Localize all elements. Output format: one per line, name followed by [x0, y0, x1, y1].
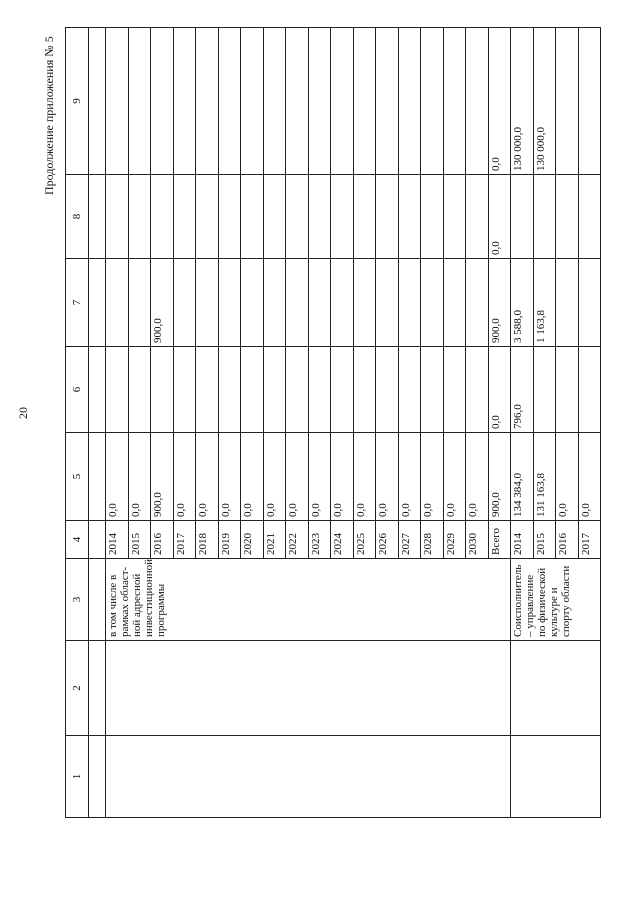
value-cell-c8 — [466, 175, 489, 259]
value-cell-c6 — [286, 347, 309, 433]
value-cell-c9 — [106, 28, 129, 175]
section2-label: Соисполнитель – управление по физической культуре и спорту области — [511, 559, 601, 641]
table-body — [66, 28, 601, 818]
value-cell-c9: 130 000,0 — [511, 28, 534, 175]
value-cell-c9 — [376, 28, 399, 175]
value-cell-c7 — [128, 259, 151, 347]
value-cell-c7 — [331, 259, 354, 347]
year-cell: 2022 — [286, 521, 309, 559]
value-cell-c8 — [173, 175, 196, 259]
value-cell-c6 — [106, 347, 129, 433]
value-cell-c6 — [376, 347, 399, 433]
year-cell: 2025 — [353, 521, 376, 559]
value-cell-c9 — [556, 28, 579, 175]
value-cell-c5: 0,0 — [421, 433, 444, 521]
year-cell: 2014 — [106, 521, 129, 559]
value-cell-c9 — [128, 28, 151, 175]
value-cell-c9 — [308, 28, 331, 175]
value-cell-c5: 134 384,0 — [511, 433, 534, 521]
value-cell-c8: 0,0 — [488, 175, 511, 259]
value-cell-c5: 0,0 — [353, 433, 376, 521]
year-cell: 2017 — [578, 521, 601, 559]
value-cell-c6 — [151, 347, 174, 433]
value-cell-c5: 0,0 — [128, 433, 151, 521]
value-cell-c7 — [286, 259, 309, 347]
value-cell-c8 — [263, 175, 286, 259]
value-cell-c7: 1 163,8 — [533, 259, 556, 347]
value-cell-c6 — [421, 347, 444, 433]
value-cell-c5: 0,0 — [556, 433, 579, 521]
year-cell: 2029 — [443, 521, 466, 559]
value-cell-c6 — [263, 347, 286, 433]
value-cell-c5: 900,0 — [151, 433, 174, 521]
value-cell-c8 — [511, 175, 534, 259]
value-cell-c6 — [578, 347, 601, 433]
value-cell-c7 — [263, 259, 286, 347]
value-cell-c8 — [286, 175, 309, 259]
value-cell-c7 — [421, 259, 444, 347]
value-cell-c7 — [443, 259, 466, 347]
col-header-7: 7 — [66, 259, 89, 347]
value-cell-c9 — [578, 28, 601, 175]
value-cell-c8 — [533, 175, 556, 259]
value-cell-c6 — [331, 347, 354, 433]
value-cell-c7 — [398, 259, 421, 347]
value-cell-c8 — [443, 175, 466, 259]
value-cell-c6 — [308, 347, 331, 433]
value-cell-c5: 0,0 — [443, 433, 466, 521]
year-cell: 2016 — [556, 521, 579, 559]
value-cell-c5: 0,0 — [578, 433, 601, 521]
value-cell-c6 — [556, 347, 579, 433]
value-cell-c9 — [353, 28, 376, 175]
value-cell-c7 — [106, 259, 129, 347]
value-cell-c9 — [151, 28, 174, 175]
col-header-3: 3 — [66, 559, 89, 641]
value-cell-c5: 0,0 — [106, 433, 129, 521]
col2-cell — [106, 641, 511, 736]
value-cell-c8 — [106, 175, 129, 259]
col2-cell — [511, 641, 601, 736]
value-cell-c8 — [151, 175, 174, 259]
year-cell: 2021 — [263, 521, 286, 559]
value-cell-c9: 130 000,0 — [533, 28, 556, 175]
value-cell-c7 — [376, 259, 399, 347]
value-cell-c7 — [241, 259, 264, 347]
value-cell-c7 — [196, 259, 219, 347]
value-cell-c5: 0,0 — [331, 433, 354, 521]
value-cell-c9 — [263, 28, 286, 175]
value-cell-c6 — [466, 347, 489, 433]
value-cell-c7 — [308, 259, 331, 347]
value-cell-c7 — [556, 259, 579, 347]
value-cell-c6 — [196, 347, 219, 433]
value-cell-c5: 0,0 — [398, 433, 421, 521]
value-cell-c8 — [308, 175, 331, 259]
year-cell: 2019 — [218, 521, 241, 559]
value-cell-c7: 900,0 — [488, 259, 511, 347]
value-cell-c8 — [353, 175, 376, 259]
col-header-4: 4 — [66, 521, 89, 559]
table-row — [106, 28, 129, 818]
value-cell-c9 — [466, 28, 489, 175]
value-cell-c5: 0,0 — [241, 433, 264, 521]
value-cell-c8 — [556, 175, 579, 259]
value-cell-c5: 0,0 — [466, 433, 489, 521]
value-cell-c9 — [331, 28, 354, 175]
budget-table — [65, 27, 601, 818]
year-cell: 2018 — [196, 521, 219, 559]
value-cell-c9 — [398, 28, 421, 175]
value-cell-c8 — [331, 175, 354, 259]
value-cell-c9 — [218, 28, 241, 175]
year-cell: 2023 — [308, 521, 331, 559]
col-header-1: 1 — [66, 736, 89, 818]
year-cell: 2016 — [151, 521, 174, 559]
year-cell: Всего — [488, 521, 511, 559]
value-cell-c6 — [218, 347, 241, 433]
page-number: 20 — [16, 407, 30, 419]
value-cell-c7: 3 588,0 — [511, 259, 534, 347]
col-header-9: 9 — [66, 28, 89, 175]
value-cell-c5: 0,0 — [218, 433, 241, 521]
value-cell-c6 — [443, 347, 466, 433]
year-cell: 2024 — [331, 521, 354, 559]
year-cell: 2014 — [511, 521, 534, 559]
value-cell-c8 — [398, 175, 421, 259]
col-header-6: 6 — [66, 347, 89, 433]
value-cell-c7 — [173, 259, 196, 347]
value-cell-c8 — [376, 175, 399, 259]
appendix-caption: Продолжение приложения № 5 — [42, 36, 56, 195]
value-cell-c8 — [196, 175, 219, 259]
value-cell-c8 — [578, 175, 601, 259]
year-cell: 2026 — [376, 521, 399, 559]
value-cell-c5: 0,0 — [196, 433, 219, 521]
value-cell-c6: 796,0 — [511, 347, 534, 433]
value-cell-c5: 0,0 — [376, 433, 399, 521]
year-cell: 2015 — [128, 521, 151, 559]
table-row — [511, 28, 534, 818]
value-cell-c8 — [421, 175, 444, 259]
section1-label: в том числе в рамках област- ной адресной инвестиционной программы — [106, 559, 511, 641]
value-cell-c5: 0,0 — [173, 433, 196, 521]
value-cell-c6: 0,0 — [488, 347, 511, 433]
spacer-row — [89, 28, 106, 818]
value-cell-c7 — [578, 259, 601, 347]
value-cell-c5: 0,0 — [308, 433, 331, 521]
col-header-2: 2 — [66, 641, 89, 736]
value-cell-c7 — [466, 259, 489, 347]
value-cell-c6 — [353, 347, 376, 433]
value-cell-c6 — [128, 347, 151, 433]
value-cell-c9: 0,0 — [488, 28, 511, 175]
col-header-8: 8 — [66, 175, 89, 259]
rotated-table-wrapper — [65, 28, 592, 818]
value-cell-c7 — [218, 259, 241, 347]
value-cell-c9 — [196, 28, 219, 175]
value-cell-c9 — [443, 28, 466, 175]
col-header-5: 5 — [66, 433, 89, 521]
value-cell-c9 — [173, 28, 196, 175]
year-cell: 2015 — [533, 521, 556, 559]
column-number-row — [66, 28, 89, 818]
value-cell-c5: 131 163,8 — [533, 433, 556, 521]
value-cell-c9 — [421, 28, 444, 175]
year-cell: 2017 — [173, 521, 196, 559]
value-cell-c5: 0,0 — [286, 433, 309, 521]
year-cell: 2030 — [466, 521, 489, 559]
year-cell: 2020 — [241, 521, 264, 559]
value-cell-c7: 900,0 — [151, 259, 174, 347]
value-cell-c7 — [353, 259, 376, 347]
value-cell-c8 — [241, 175, 264, 259]
value-cell-c5: 900,0 — [488, 433, 511, 521]
value-cell-c8 — [128, 175, 151, 259]
value-cell-c6 — [241, 347, 264, 433]
year-cell: 2028 — [421, 521, 444, 559]
col1-cell — [511, 736, 601, 818]
value-cell-c5: 0,0 — [263, 433, 286, 521]
year-cell: 2027 — [398, 521, 421, 559]
value-cell-c6 — [398, 347, 421, 433]
value-cell-c9 — [286, 28, 309, 175]
value-cell-c6 — [533, 347, 556, 433]
col1-cell — [106, 736, 511, 818]
value-cell-c6 — [173, 347, 196, 433]
value-cell-c9 — [241, 28, 264, 175]
value-cell-c8 — [218, 175, 241, 259]
